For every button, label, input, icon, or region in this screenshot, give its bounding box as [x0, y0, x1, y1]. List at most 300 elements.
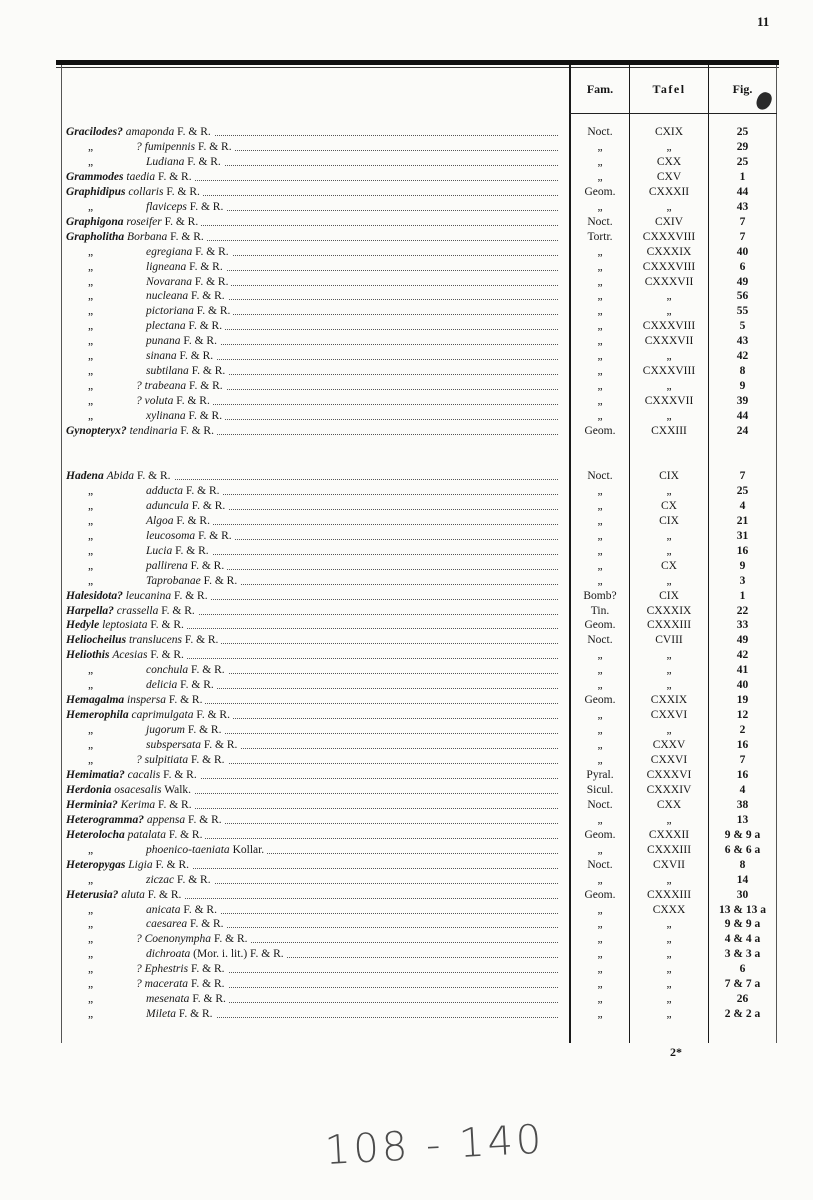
author-name: F. & R. [180, 679, 214, 692]
genus-name: Grammodes [66, 170, 124, 183]
table-row [0, 364, 813, 379]
author-name: F. & R. [203, 574, 238, 587]
entry-text [66, 978, 228, 990]
species-name: osacesalis [114, 783, 162, 796]
family-cell: „ [597, 649, 603, 662]
entry-text [66, 126, 214, 138]
entry-name [66, 364, 558, 379]
entry-text [66, 320, 225, 332]
table-row [0, 200, 813, 215]
table-row [0, 589, 813, 604]
ditto-mark: „ [88, 275, 94, 288]
family-cell: „ [597, 529, 603, 542]
species-name: ? fumipennis [136, 140, 196, 153]
ditto-mark: „ [88, 499, 94, 512]
species-name: egregiana [146, 245, 193, 258]
family-cell: „ [597, 978, 603, 991]
family-cell: „ [597, 380, 603, 393]
author-name: Kollar. [232, 843, 265, 856]
figure-cell: 4 [739, 499, 746, 512]
family-cell: „ [597, 948, 603, 961]
species-name: Novarana [146, 275, 192, 288]
ditto-mark: „ [88, 843, 94, 856]
species-name: caprimulgata [131, 709, 194, 722]
species-name: sinana [146, 350, 177, 363]
table-row [0, 304, 813, 319]
plate-cell: CXXVI [650, 709, 688, 722]
table-row [0, 977, 813, 992]
page-number: 11 [757, 14, 770, 29]
plate-cell: CXXXIX [646, 604, 692, 617]
ditto-mark: „ [88, 320, 94, 333]
family-cell: „ [597, 679, 603, 692]
family-cell: „ [597, 499, 603, 512]
family-cell: „ [597, 275, 603, 288]
species-name: Abida [106, 469, 135, 482]
figure-cell: 9 [739, 559, 746, 572]
entry-name [66, 379, 558, 394]
plate-cell: „ [666, 574, 672, 587]
plate-cell: CXXXIV [646, 783, 692, 796]
figure-cell: 8 [739, 858, 746, 871]
ditto-mark: „ [88, 380, 94, 393]
entry-name [66, 873, 558, 888]
entry-text [66, 350, 216, 362]
table-row [0, 768, 813, 783]
family-cell: Tin. [590, 604, 610, 617]
family-cell: Noct. [587, 858, 613, 871]
author-name: F. & R. [166, 185, 200, 198]
plate-cell: „ [666, 200, 672, 213]
figure-cell: 31 [736, 529, 749, 542]
table-row [0, 230, 813, 245]
species-name: caesarea [146, 918, 188, 931]
plate-cell: CXXXVIII [642, 260, 696, 273]
entry-name [66, 125, 558, 140]
species-name: ? trabeana [136, 380, 187, 393]
family-cell: „ [597, 664, 603, 677]
entry-text [66, 231, 207, 243]
column-header-tafel: Tafel [652, 82, 686, 96]
entry-name [66, 514, 558, 529]
ditto-mark: „ [88, 724, 94, 737]
figure-cell: 14 [736, 873, 749, 886]
entry-text [66, 380, 226, 392]
table-row [0, 499, 813, 514]
family-cell: Geom. [584, 694, 616, 707]
species-name: flaviceps [146, 200, 187, 213]
figure-cell: 55 [736, 305, 749, 318]
species-name: appensa [146, 813, 186, 826]
table-row [0, 409, 813, 424]
table-row [0, 693, 813, 708]
ditto-mark: „ [88, 739, 94, 751]
author-name: F. & R. [185, 484, 220, 497]
entry-name [66, 798, 558, 813]
plate-cell: CXX [656, 798, 682, 811]
entry-name [66, 424, 558, 439]
author-name: F. & R. [184, 634, 219, 647]
entry-name [66, 170, 558, 185]
family-cell: „ [597, 559, 603, 572]
table-row [0, 962, 813, 977]
entry-text [66, 246, 232, 258]
plate-cell: „ [666, 380, 672, 393]
table-row [0, 858, 813, 873]
figure-cell: 16 [736, 544, 749, 557]
figure-cell: 44 [736, 410, 749, 423]
figure-cell: 26 [736, 993, 749, 1006]
author-name: F. & R. [190, 754, 225, 766]
author-name: F. & R. [191, 499, 226, 512]
entry-name [66, 947, 558, 962]
top-rule-thin [56, 67, 779, 68]
entry-name [66, 693, 558, 708]
table-row [0, 394, 813, 409]
table-row [0, 813, 813, 828]
ditto-mark: „ [88, 529, 94, 542]
genus-name: Heterolocha [66, 828, 125, 841]
family-cell: Noct. [587, 634, 613, 647]
top-rule [56, 60, 779, 65]
figure-cell: 9 & 9 a [724, 918, 761, 931]
table-row [0, 798, 813, 813]
entry-text [66, 904, 220, 916]
ditto-mark: „ [88, 903, 94, 916]
author-name: F. & R. [189, 260, 223, 273]
entry-text [66, 754, 228, 766]
ditto-mark: „ [88, 410, 94, 423]
entry-name [66, 888, 558, 903]
ditto-mark: „ [88, 679, 94, 692]
species-name: ? voluta [136, 395, 174, 408]
author-name: F. & R. [196, 709, 230, 722]
figure-cell: 7 [739, 469, 746, 482]
figure-cell: 7 [739, 215, 746, 228]
entry-name [66, 319, 558, 334]
genus-name: Herdonia [66, 783, 112, 796]
plate-cell: „ [666, 529, 672, 542]
entry-text [66, 634, 221, 646]
entry-text [66, 276, 231, 288]
author-name: F. & R. [170, 230, 204, 243]
table-row [0, 155, 813, 170]
figure-cell: 8 [739, 365, 746, 378]
family-cell: „ [597, 514, 603, 527]
table-row [0, 334, 813, 349]
ditto-mark: „ [88, 873, 94, 886]
entry-name [66, 574, 558, 589]
table-row [0, 185, 813, 200]
plate-cell: CXXX [652, 903, 686, 916]
table-row [0, 873, 813, 888]
author-name: F. & R. [158, 170, 192, 183]
species-name: pallirena [146, 559, 188, 572]
figure-cell: 13 & 13 a [719, 903, 766, 916]
genus-name: Heterogramma? [66, 813, 144, 826]
family-cell: „ [597, 365, 603, 378]
plate-cell: „ [666, 933, 672, 946]
plate-cell: „ [666, 1008, 672, 1021]
ditto-mark: „ [88, 484, 94, 497]
ditto-mark: „ [88, 260, 94, 273]
family-cell: „ [597, 155, 603, 168]
plate-cell: „ [666, 978, 672, 991]
plate-cell: „ [666, 484, 672, 497]
genus-name: Hedyle [66, 619, 100, 632]
plate-cell: CXXXVI [646, 768, 692, 781]
plate-cell: CXXXVIII [642, 320, 696, 333]
species-name: roseifer [126, 215, 162, 228]
plate-cell: CXIV [654, 215, 684, 228]
table-row [0, 379, 813, 394]
family-cell: „ [597, 574, 603, 587]
entry-name [66, 589, 558, 604]
figure-cell: 29 [736, 140, 749, 153]
species-name: taedia [126, 170, 156, 183]
table-row [0, 992, 813, 1007]
entry-name [66, 260, 558, 275]
ditto-mark: „ [88, 200, 94, 213]
plate-cell: „ [666, 350, 672, 363]
plate-cell: CXXXIII [646, 843, 692, 856]
author-name: F. & R. [136, 469, 171, 482]
author-name: F. & R. [189, 200, 224, 213]
author-name: F. & R. [163, 768, 197, 781]
family-cell: „ [597, 200, 603, 213]
entry-name [66, 678, 558, 693]
entry-name [66, 828, 558, 843]
entry-name [66, 529, 558, 544]
table-row [0, 245, 813, 260]
ditto-mark: „ [88, 993, 94, 1006]
figure-cell: 4 & 4 a [724, 933, 761, 946]
figure-cell: 16 [736, 768, 749, 781]
family-cell: Geom. [584, 619, 616, 632]
species-name: anicata [146, 903, 181, 916]
species-name: amaponda [125, 126, 175, 138]
species-name: Acesias [112, 649, 148, 662]
figure-cell: 12 [736, 709, 749, 722]
genus-name: Heliocheilus [66, 634, 127, 647]
plate-cell: „ [666, 679, 672, 692]
signature-mark: 2* [670, 1045, 682, 1059]
species-name: mesenata [146, 993, 190, 1006]
entry-name [66, 559, 558, 574]
table-row [0, 544, 813, 559]
entry-name [66, 1007, 558, 1022]
table-row [0, 678, 813, 693]
entry-text [66, 605, 198, 617]
author-name: F. & R. [198, 529, 232, 542]
entry-name [66, 200, 558, 215]
entry-text [66, 844, 267, 856]
figure-cell: 38 [736, 798, 749, 811]
figure-cell: 49 [736, 634, 749, 647]
author-name: F. & R. [168, 828, 203, 841]
species-name: jugorum [146, 724, 185, 737]
ditto-mark: „ [88, 559, 94, 572]
family-cell: „ [597, 813, 603, 826]
plate-cell: CXXXVII [644, 335, 694, 348]
author-name: F. & R. [158, 798, 192, 811]
plate-cell: „ [666, 948, 672, 961]
plate-cell: „ [666, 993, 672, 1006]
entry-name [66, 185, 558, 200]
ditto-mark: „ [88, 140, 94, 153]
entry-text [66, 784, 194, 796]
entry-text [66, 724, 224, 736]
entry-text [66, 290, 228, 302]
plate-cell: CXXV [652, 739, 686, 751]
species-name: ziczac [146, 873, 175, 886]
entry-text [66, 799, 195, 811]
ditto-mark: „ [88, 350, 94, 363]
entry-name [66, 783, 558, 798]
entry-text [66, 156, 224, 168]
table-row [0, 289, 813, 304]
plate-cell: CXXXIII [646, 619, 692, 632]
ditto-mark: „ [88, 664, 94, 677]
species-name: subspersata [146, 739, 201, 751]
ditto-mark: „ [88, 933, 94, 946]
species-name: Ludiana [146, 155, 185, 168]
author-name: F. & R. [188, 813, 222, 826]
figure-cell: 21 [736, 514, 749, 527]
family-cell: „ [597, 395, 603, 408]
genus-name: Hemimatia? [66, 768, 125, 781]
entry-text [66, 769, 200, 781]
entry-text [66, 171, 195, 183]
entry-text [66, 515, 213, 527]
author-name: F. & R. [175, 544, 209, 557]
ditto-mark: „ [88, 365, 94, 378]
entry-text [66, 709, 233, 721]
entry-text [66, 889, 184, 901]
entry-name [66, 723, 558, 738]
author-name: F. & R. [190, 963, 225, 976]
figure-cell: 40 [736, 245, 749, 258]
table-row [0, 903, 813, 918]
entry-text [66, 545, 212, 557]
figure-cell: 25 [736, 484, 749, 497]
table-row [0, 319, 813, 334]
table-row [0, 604, 813, 619]
species-name: punana [146, 335, 181, 348]
plate-cell: „ [666, 544, 672, 557]
figure-cell: 25 [736, 155, 749, 168]
species-name: Kerima [120, 798, 156, 811]
entry-text [66, 664, 228, 676]
author-name: F. & R. [189, 918, 224, 931]
entry-name [66, 932, 558, 947]
plate-cell: „ [666, 724, 672, 737]
entry-name [66, 544, 558, 559]
entry-name [66, 304, 558, 319]
plate-cell: CXXXIX [646, 245, 692, 258]
species-name: dichroata [146, 948, 191, 961]
table-row [0, 424, 813, 439]
family-cell: „ [597, 410, 603, 423]
entry-text [66, 829, 205, 841]
plate-cell: CXXVI [650, 754, 688, 766]
figure-cell: 40 [736, 679, 749, 692]
figure-cell: 24 [736, 425, 749, 437]
author-name: F. & R. [189, 380, 223, 393]
entry-name [66, 738, 558, 753]
entry-text [66, 874, 214, 886]
genus-name: Herminia? [66, 798, 118, 811]
species-name: leptosiata [102, 619, 148, 632]
species-name: nucleana [146, 290, 189, 303]
entry-name [66, 499, 558, 514]
species-name: Taprobanae [146, 574, 201, 587]
genus-name: Hemagalma [66, 694, 125, 707]
ditto-mark: „ [88, 754, 94, 766]
plate-cell: CXXIII [651, 425, 687, 437]
species-name: ? Ephestris [136, 963, 189, 976]
genus-name: Harpella? [66, 604, 114, 617]
entry-text [66, 814, 225, 826]
plate-cell: „ [666, 305, 672, 318]
family-cell: „ [597, 140, 603, 153]
plate-cell: „ [666, 664, 672, 677]
family-cell: Geom. [584, 828, 616, 841]
entry-name [66, 215, 558, 230]
entry-name [66, 768, 558, 783]
family-cell: „ [597, 1008, 603, 1021]
family-cell: Noct. [587, 798, 613, 811]
entry-text [66, 186, 203, 198]
table-row [0, 723, 813, 738]
plate-cell: CXXXVII [644, 275, 694, 288]
genus-name: Heliothis [66, 649, 110, 662]
entry-name [66, 275, 558, 290]
species-name: Lucia [146, 544, 173, 557]
figure-cell: 3 [739, 574, 746, 587]
genus-name: Heterusia? [66, 888, 119, 901]
family-cell: „ [597, 335, 603, 348]
table-row [0, 648, 813, 663]
entry-text [66, 470, 174, 482]
entry-text [66, 590, 211, 602]
plate-cell: CIX [659, 589, 679, 602]
ditto-mark: „ [88, 245, 94, 258]
family-cell: „ [597, 350, 603, 363]
family-cell: „ [597, 320, 603, 333]
species-name: cacalis [127, 768, 161, 781]
author-name: F. & R. [161, 604, 195, 617]
family-cell: „ [597, 724, 603, 737]
handwritten-note: 108 - 140 [323, 1116, 546, 1174]
species-name: translucens [128, 634, 182, 647]
author-name: F. & R. [191, 365, 226, 378]
author-name: F. & R. [183, 335, 217, 348]
table-row [0, 708, 813, 723]
species-name: Algoa [146, 514, 174, 527]
author-name: F. & R. [195, 245, 229, 258]
entry-name [66, 917, 558, 932]
table-row [0, 633, 813, 648]
figure-cell: 7 [739, 754, 746, 766]
entry-text [66, 619, 187, 631]
entry-text [66, 948, 287, 960]
family-cell: „ [597, 305, 603, 318]
entry-name [66, 230, 558, 245]
author-name: F. & R. [188, 410, 223, 423]
genus-name: Hadena [66, 469, 104, 482]
species-name: collaris [128, 185, 164, 198]
